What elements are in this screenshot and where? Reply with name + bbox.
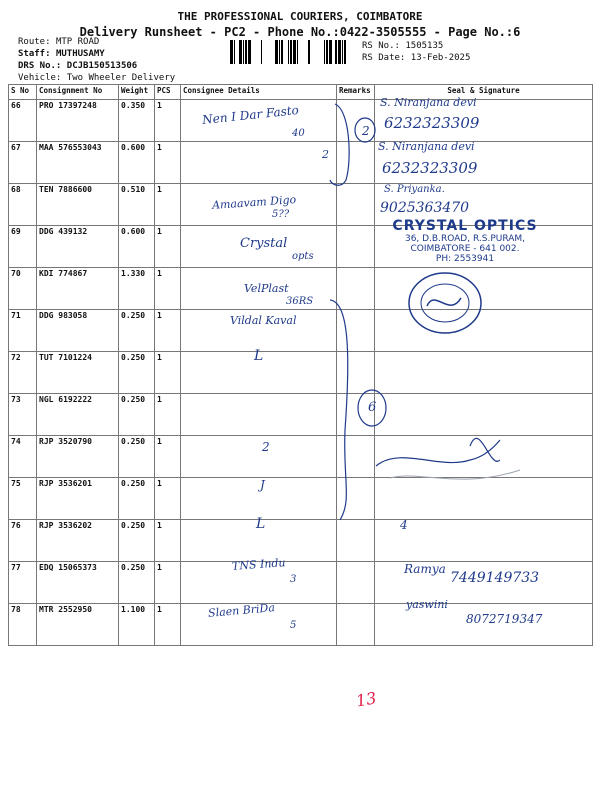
sno-cell: 75 — [9, 478, 37, 520]
stamp-city: COIMBATORE - 641 002. — [410, 244, 520, 254]
pcs-cell: 1 — [155, 142, 181, 184]
pcs-cell: 1 — [155, 184, 181, 226]
drs-label: DRS No.: — [18, 61, 62, 71]
hw-r77-consignee-2: 3 — [290, 574, 297, 585]
rs-no-label: RS No.: — [362, 41, 400, 51]
rs-date-value: 13-Feb-2025 — [410, 53, 471, 63]
weight-cell: 0.250 — [119, 436, 155, 478]
pcs-cell: 1 — [155, 100, 181, 142]
pcs-cell: 1 — [155, 604, 181, 646]
consignment-cell: RJP 3536202 — [37, 520, 119, 562]
weight-cell: 0.600 — [119, 142, 155, 184]
consignment-cell: TUT 7101224 — [37, 352, 119, 394]
pcs-cell: 1 — [155, 310, 181, 352]
rs-no-value: 1505135 — [405, 41, 444, 51]
sno-cell: 71 — [9, 310, 37, 352]
route-label: Route: — [18, 37, 51, 47]
pcs-cell: 1 — [155, 394, 181, 436]
sno-cell: 69 — [9, 226, 37, 268]
hw-r77-sign-phone: 7449149733 — [450, 570, 540, 586]
consignment-cell: PRO 17397248 — [37, 100, 119, 142]
hw-r77-consignee: TNS Indu — [231, 556, 286, 573]
pcs-cell: 1 — [155, 562, 181, 604]
staff-label: Staff: — [18, 49, 51, 59]
consignment-cell: DDG 983058 — [37, 310, 119, 352]
col-seal-signature: Seal & Signature — [375, 85, 593, 100]
hw-r68-consignee: Amaavam Digo — [211, 193, 297, 212]
consignment-cell: NGL 6192222 — [37, 394, 119, 436]
consignment-cell: EDQ 15065373 — [37, 562, 119, 604]
hw-r66-consignee: Nen I Dar Fasto — [201, 102, 300, 128]
consignment-cell: MTR 2552950 — [37, 604, 119, 646]
weight-cell: 0.250 — [119, 562, 155, 604]
company-name: THE PROFESSIONAL COURIERS, COIMBATORE — [177, 10, 423, 23]
hw-r69-consignee-2: opts — [292, 251, 314, 262]
sno-cell: 66 — [9, 100, 37, 142]
weight-cell: 0.250 — [119, 352, 155, 394]
col-sno: S No — [9, 85, 37, 100]
sno-cell: 72 — [9, 352, 37, 394]
hw-r76-consignee: L — [256, 516, 266, 532]
consignment-cell: RJP 3520790 — [37, 436, 119, 478]
hw-r67-sign-phone: 6232323309 — [382, 159, 478, 177]
hw-r70-consignee: VelPlast — [244, 282, 289, 295]
consignment-cell: TEN 7886600 — [37, 184, 119, 226]
stamp-name: CRYSTAL OPTICS — [392, 218, 538, 234]
weight-cell: 0.250 — [119, 520, 155, 562]
hw-r78-sign-phone: 8072719347 — [466, 612, 543, 626]
hw-r78-consignee: Slaen BriDa — [207, 601, 276, 620]
runsheet-title: Delivery Runsheet - PC2 - Phone No.:0422-3505555 - Page No.:6 — [79, 25, 521, 39]
hw-bottom-note: 13 — [354, 688, 378, 711]
rs-date-label: RS Date: — [362, 53, 406, 63]
weight-cell: 0.600 — [119, 226, 155, 268]
hw-r73-remark: 6 — [368, 400, 377, 415]
col-consignment: Consignment No — [37, 85, 119, 100]
pcs-cell: 1 — [155, 352, 181, 394]
consignment-cell: DDG 439132 — [37, 226, 119, 268]
consignment-cell: MAA 576553043 — [37, 142, 119, 184]
consignment-cell: RJP 3536201 — [37, 478, 119, 520]
hw-r66-sign-phone: 6232323309 — [384, 114, 480, 132]
hw-r77-sign-name: Ramya — [404, 562, 446, 576]
hw-r78-sign-name: yaswini — [406, 598, 448, 611]
hw-r67-sign-name: S. Niranjana devi — [378, 140, 475, 153]
consignment-cell: KDI 774867 — [37, 268, 119, 310]
sno-cell: 74 — [9, 436, 37, 478]
pcs-cell: 1 — [155, 268, 181, 310]
weight-cell: 0.250 — [119, 394, 155, 436]
hw-r72-consignee: L — [254, 348, 264, 364]
col-pcs: PCS — [155, 85, 181, 100]
hw-r67-consignee: 2 — [322, 148, 329, 161]
drs-value: DCJB150513506 — [66, 61, 138, 71]
col-remarks: Remarks — [337, 85, 375, 100]
route-value: MTP ROAD — [55, 37, 100, 47]
hw-r75-consignee: J — [260, 478, 265, 492]
pcs-cell: 1 — [155, 520, 181, 562]
sno-cell: 68 — [9, 184, 37, 226]
hw-r66-remark: 2 — [362, 124, 370, 138]
weight-cell: 0.350 — [119, 100, 155, 142]
sno-cell: 70 — [9, 268, 37, 310]
pcs-cell: 1 — [155, 226, 181, 268]
staff-value: MUTHUSAMY — [55, 49, 105, 59]
hw-r68-sign-name: S. Priyanka. — [384, 184, 445, 195]
sno-cell: 73 — [9, 394, 37, 436]
hw-r74-consignee: 2 — [262, 440, 270, 454]
sno-cell: 78 — [9, 604, 37, 646]
hw-r78-consignee-2: 5 — [290, 620, 297, 631]
weight-cell: 0.510 — [119, 184, 155, 226]
hw-r68-consignee-2: 5?? — [272, 209, 290, 220]
stamp-address: 36, D.B.ROAD, R.S.PURAM, — [404, 234, 526, 244]
weight-cell: 0.250 — [119, 478, 155, 520]
hw-r69-consignee: Crystal — [240, 236, 288, 251]
sno-cell: 76 — [9, 520, 37, 562]
hw-r66-sign-name: S. Niranjana devi — [380, 96, 477, 109]
hw-r70-consignee-2: 36RS — [286, 296, 314, 307]
hw-r76-sign: 4 — [400, 518, 408, 532]
hw-r68-sign-phone: 9025363470 — [380, 200, 470, 216]
vehicle-value: Two Wheeler Delivery — [66, 73, 176, 83]
sno-cell: 67 — [9, 142, 37, 184]
vehicle-label: Vehicle: — [18, 73, 62, 83]
pcs-cell: 1 — [155, 478, 181, 520]
weight-cell: 0.250 — [119, 310, 155, 352]
weight-cell: 1.100 — [119, 604, 155, 646]
col-weight: Weight — [119, 85, 155, 100]
col-consignee: Consignee Details — [181, 85, 337, 100]
pcs-cell: 1 — [155, 436, 181, 478]
hw-r71-consignee: Vildal Kaval — [230, 314, 297, 327]
stamp-phone: PH: 2553941 — [435, 254, 495, 264]
sno-cell: 77 — [9, 562, 37, 604]
hw-r66-consignee-2: 40 — [292, 128, 305, 139]
weight-cell: 1.330 — [119, 268, 155, 310]
